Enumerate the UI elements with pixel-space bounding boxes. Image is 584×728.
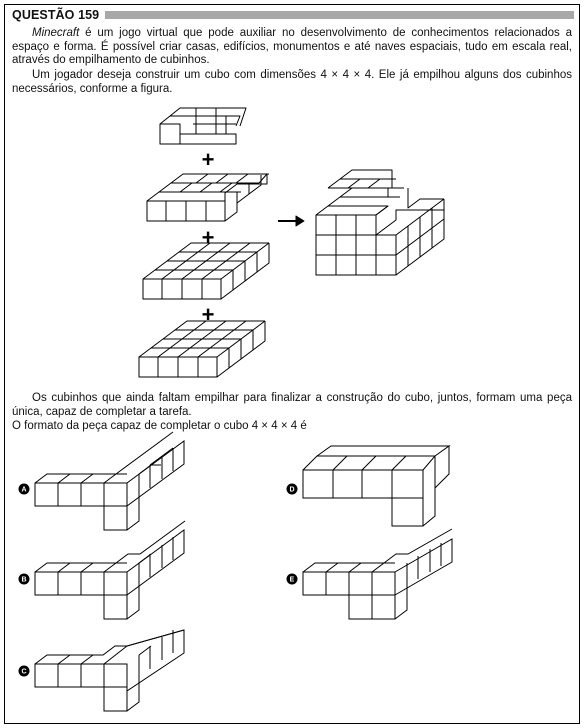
plus-sign-1: +: [201, 147, 215, 172]
option-d-letter: D: [289, 486, 295, 494]
option-e-letter: E: [289, 576, 295, 584]
question-number: QUESTÃO 159: [12, 8, 100, 22]
option-c-letter: C: [21, 668, 27, 676]
option-b[interactable]: [19, 521, 186, 619]
plus-sign-2: +: [201, 225, 215, 250]
option-e[interactable]: [287, 529, 453, 619]
option-d[interactable]: [287, 446, 450, 526]
option-a[interactable]: [19, 432, 185, 530]
option-a-letter: A: [21, 486, 27, 494]
paragraph-3: Os cubinhos que ainda faltam empilhar para finalizar a construção do cubo, juntos, formam uma peça única, capaz de completar a tarefa.: [12, 392, 572, 418]
question-prompt: O formato da peça capaz de completar o cubo 4 × 4 × 4 é: [12, 420, 307, 432]
plus-sign-3: +: [201, 302, 215, 327]
game-name: Minecraft: [32, 27, 80, 39]
paragraph-2: Um jogador deseja construir um cubo com dimensões 4 × 4 × 4. Ele já empilhou alguns dos cubinhos necessários, conforme a figura.: [12, 69, 572, 95]
option-b-letter: B: [21, 576, 27, 584]
option-c[interactable]: [19, 630, 185, 711]
intro-text: é um jogo virtual que pode auxiliar no desenvolvimento de conhecimentos relacionados a espaço e forma. É possível criar casas, edifícios, monumentos e até naves espaciais, tudo em escala real, através do empilhamento de cubinhos.: [12, 27, 572, 66]
